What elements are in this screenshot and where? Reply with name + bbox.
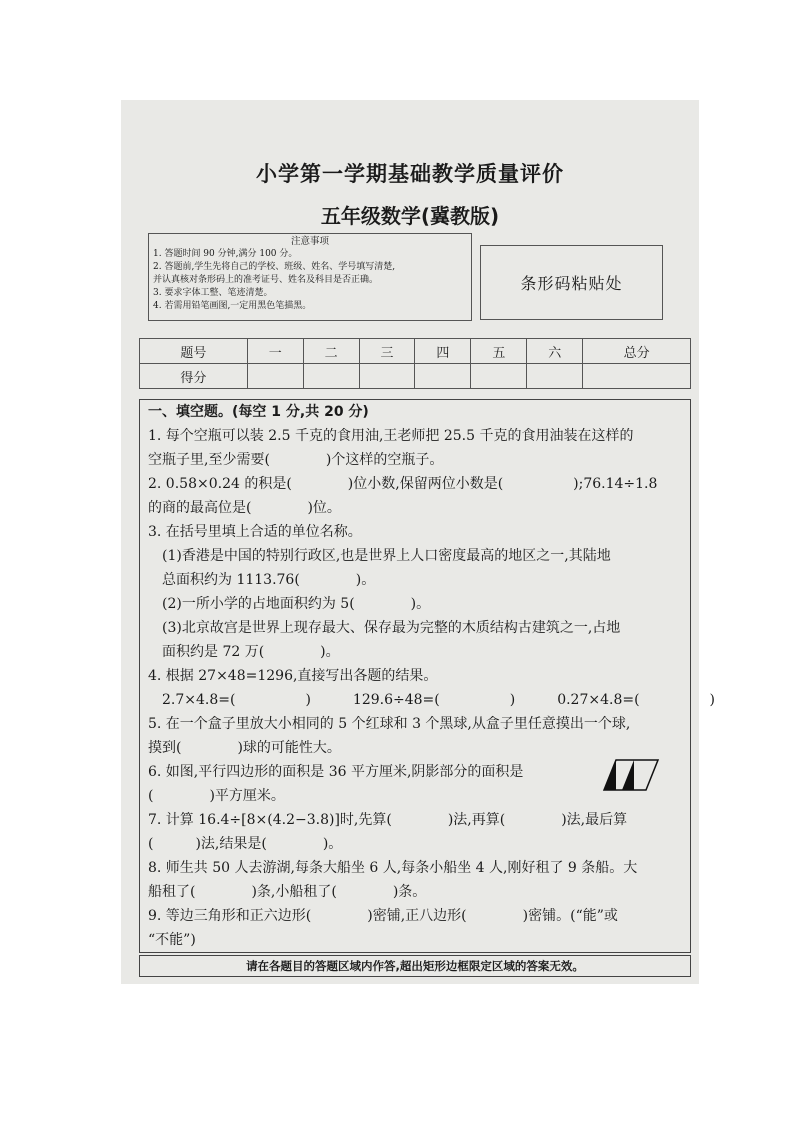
notice-line: 并认真核对条形码上的准考证号、姓名及科目是否正确。 — [153, 275, 379, 285]
score-cell[interactable] — [471, 364, 527, 389]
footer-notice: 请在各题目的答题区域内作答,超出矩形边框限定区域的答案无效。 — [139, 955, 691, 977]
question-line: ( )平方厘米。 — [148, 788, 285, 804]
question-line: 3. 在括号里填上合适的单位名称。 — [148, 524, 362, 540]
answer-area — [139, 399, 716, 953]
question-line: 摸到( )球的可能性大。 — [148, 740, 341, 756]
barcode-label: 条形码粘贴处 — [520, 274, 623, 293]
notice-line: 3. 要求字体工整、笔迹清楚。 — [153, 288, 273, 298]
score-header-cell: 二 — [303, 339, 359, 364]
score-cell[interactable] — [415, 364, 471, 389]
shaded-triangle-right — [622, 760, 634, 790]
score-table — [139, 338, 691, 389]
question-line: 的商的最高位是( )位。 — [148, 500, 341, 516]
question-line: 总面积约为 1113.76( )。 — [162, 572, 376, 588]
score-cell[interactable] — [527, 364, 583, 389]
score-header-cell: 题号 — [140, 339, 248, 364]
question-line: 面积约是 72 万( )。 — [162, 644, 340, 660]
notice-line: 2. 答题前,学生先将自己的学校、班级、姓名、学号填写清楚, — [153, 262, 396, 272]
question-line: 5. 在一个盒子里放大小相同的 5 个红球和 3 个黑球,从盒子里任意摸出一个球, — [148, 716, 631, 732]
question-line: 9. 等边三角形和正六边形( )密铺,正八边形( )密铺。(“能”或 — [148, 908, 618, 924]
score-cell[interactable] — [247, 364, 303, 389]
exam-subtitle: 五年级数学(冀教版) — [320, 204, 500, 228]
score-table-header-row — [140, 339, 691, 364]
question-line: (2)一所小学的占地面积约为 5( )。 — [162, 596, 431, 612]
score-cell[interactable] — [303, 364, 359, 389]
question-line: 1. 每个空瓶可以装 2.5 千克的食用油,王老师把 25.5 千克的食用油装在这样的 — [148, 428, 634, 444]
score-header-cell: 三 — [359, 339, 415, 364]
score-header-cell: 一 — [247, 339, 303, 364]
question-line: “不能”) — [148, 932, 196, 948]
question-line: 2. 0.58×0.24 的积是( )位小数,保留两位小数是( );76.14÷1.8 — [148, 476, 658, 492]
score-cell[interactable] — [583, 364, 691, 389]
parallelogram-figure — [602, 758, 660, 792]
question-line: 7. 计算 16.4÷[8×(4.2−3.8)]时,先算( )法,再算( )法,最后算 — [148, 812, 628, 828]
question-line: 2.7×4.8=( ) 129.6÷48=( ) 0.27×4.8=( ) — [162, 692, 716, 708]
notice-box — [148, 233, 472, 321]
question-line: 8. 师生共 50 人去游湖,每条大船坐 6 人,每条小船坐 4 人,刚好租了 9 条船。大 — [148, 860, 638, 876]
question-line: 4. 根据 27×48=1296,直接写出各题的结果。 — [148, 668, 438, 684]
question-line: ( )法,结果是( )。 — [148, 836, 343, 852]
barcode-area — [480, 245, 663, 320]
question-list — [148, 400, 716, 952]
question-line: (3)北京故宫是世界上现存最大、保存最为完整的木质结构古建筑之一,占地 — [162, 620, 621, 636]
section-heading: 一、填空题。(每空 1 分,共 20 分) — [148, 404, 369, 420]
notice-line: 4. 若需用铅笔画图,一定用黑色笔描黑。 — [153, 301, 312, 311]
question-line: (1)香港是中国的特别行政区,也是世界上人口密度最高的地区之一,其陆地 — [162, 548, 611, 564]
question-line: 船租了( )条,小船租了( )条。 — [148, 884, 427, 900]
score-header-cell: 四 — [415, 339, 471, 364]
score-header-cell: 总分 — [583, 339, 691, 364]
notice-title: 注意事项 — [290, 236, 329, 247]
score-header-cell: 六 — [527, 339, 583, 364]
exam-title: 小学第一学期基础教学质量评价 — [256, 162, 564, 186]
question-line: 6. 如图,平行四边形的面积是 36 平方厘米,阴影部分的面积是 — [148, 764, 524, 780]
score-cell[interactable] — [359, 364, 415, 389]
question-line: 空瓶子里,至少需要( )个这样的空瓶子。 — [148, 452, 444, 468]
score-header-cell: 五 — [471, 339, 527, 364]
exam-sheet — [121, 100, 716, 984]
notice-line: 1. 答题时间 90 分钟,满分 100 分。 — [153, 249, 298, 259]
score-row-label: 得分 — [140, 364, 248, 389]
score-table-row — [140, 364, 691, 389]
